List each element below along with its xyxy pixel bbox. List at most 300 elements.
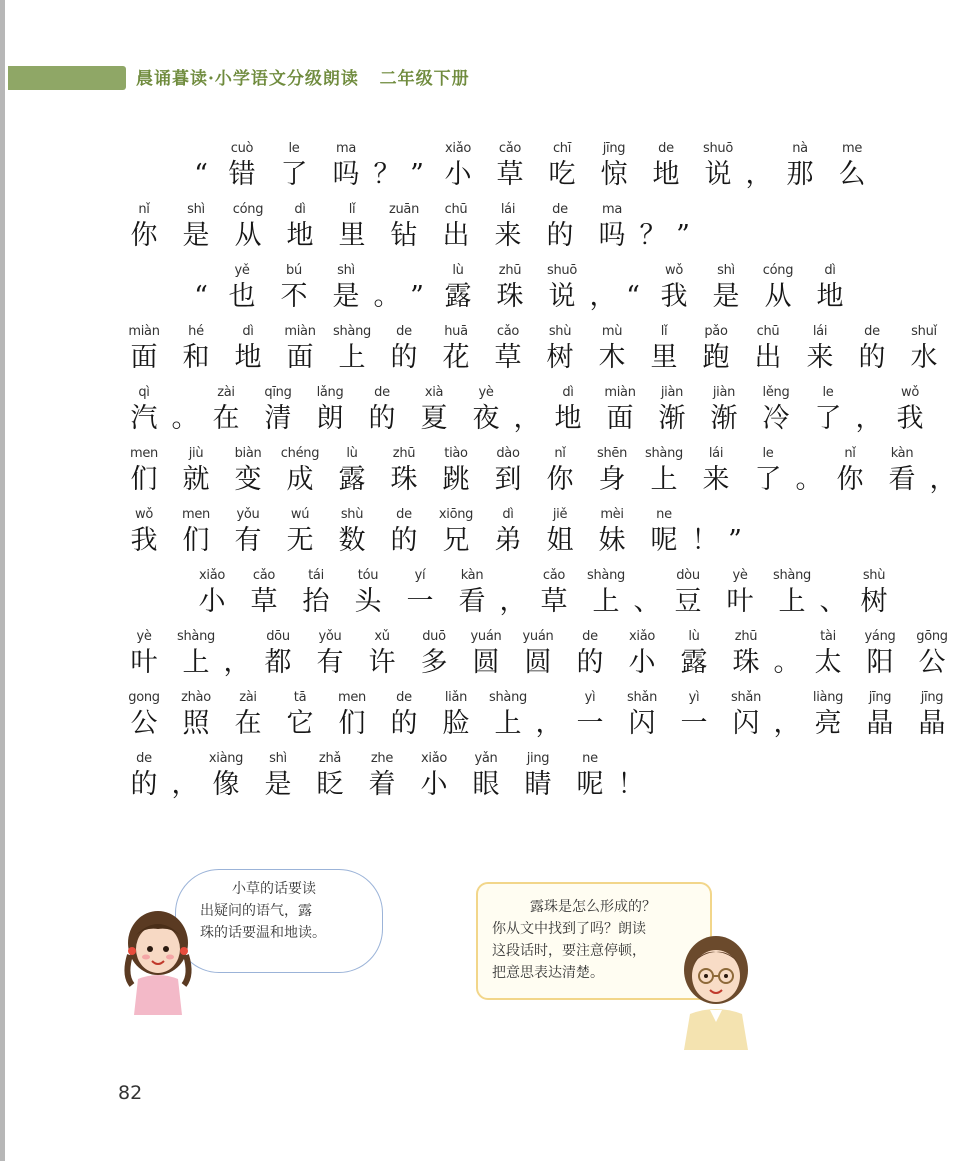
ruby-character bbox=[586, 201, 638, 254]
hanzi: 的 bbox=[858, 342, 886, 373]
pinyin: yǒu bbox=[318, 629, 342, 644]
ruby-character bbox=[542, 384, 594, 437]
hanzi: 小 bbox=[420, 769, 448, 800]
ruby-character bbox=[482, 506, 534, 559]
hanzi: 。 bbox=[773, 647, 801, 678]
ruby-character bbox=[326, 323, 378, 376]
pinyin: lǐ bbox=[660, 324, 668, 339]
teacher-illustration-icon bbox=[670, 930, 760, 1050]
pinyin: ne bbox=[582, 751, 598, 766]
ruby-character bbox=[742, 445, 794, 498]
hanzi: 着 bbox=[368, 769, 396, 800]
hanzi: ” bbox=[410, 159, 424, 190]
ruby-character bbox=[802, 689, 854, 742]
hanzi: 冷 bbox=[762, 403, 790, 434]
ruby-character bbox=[802, 384, 854, 437]
ruby-character bbox=[646, 384, 698, 437]
hanzi: 们 bbox=[338, 708, 366, 739]
ruby-character bbox=[378, 689, 430, 742]
ruby-character bbox=[326, 689, 378, 742]
pinyin: shuō bbox=[546, 263, 577, 278]
pinyin: shàng bbox=[489, 690, 527, 705]
pinyin: jīng bbox=[868, 690, 892, 705]
pinyin: kàn bbox=[890, 446, 914, 461]
hanzi: 们 bbox=[182, 525, 210, 556]
ruby-character bbox=[118, 201, 170, 254]
hanzi: ” bbox=[728, 525, 742, 556]
pinyin: zhū bbox=[392, 446, 416, 461]
ruby-character bbox=[378, 445, 430, 498]
ruby-character bbox=[326, 201, 378, 254]
pinyin: cóng bbox=[762, 263, 794, 278]
ruby-character bbox=[408, 750, 460, 803]
punctuation bbox=[170, 384, 200, 437]
pinyin: liǎn bbox=[444, 690, 468, 705]
hanzi: 夜 bbox=[472, 403, 500, 434]
hanzi: 。 bbox=[373, 281, 401, 312]
pinyin: jiù bbox=[188, 446, 204, 461]
hanzi: 渐 bbox=[710, 403, 738, 434]
pinyin: miàn bbox=[284, 324, 316, 339]
pinyin: shù bbox=[862, 568, 886, 583]
hanzi: 上 bbox=[650, 464, 678, 495]
pinyin: shàng bbox=[333, 324, 371, 339]
punctuation bbox=[498, 567, 528, 620]
pinyin: le bbox=[822, 385, 834, 400]
hanzi: 闪 bbox=[628, 708, 656, 739]
hanzi: 、 bbox=[819, 586, 847, 617]
pinyin: zhe bbox=[370, 751, 394, 766]
pinyin: nǐ bbox=[554, 446, 566, 461]
ruby-character bbox=[848, 567, 900, 620]
hanzi: 的 bbox=[390, 708, 418, 739]
ruby-character bbox=[326, 506, 378, 559]
hanzi: 许 bbox=[368, 647, 396, 678]
text-line bbox=[118, 323, 938, 384]
pinyin: wǒ bbox=[665, 263, 683, 278]
ruby-character bbox=[854, 689, 906, 742]
ruby-character bbox=[512, 628, 564, 681]
hanzi: 变 bbox=[234, 464, 262, 495]
hanzi: ？ bbox=[639, 220, 667, 251]
hanzi: ， bbox=[223, 647, 251, 678]
punctuation bbox=[222, 628, 252, 681]
bubble-line: 小草的话要读 bbox=[232, 881, 316, 897]
hanzi: 抬 bbox=[302, 586, 330, 617]
ruby-character bbox=[774, 140, 826, 193]
hanzi: 从 bbox=[764, 281, 792, 312]
pinyin: jiàn bbox=[712, 385, 736, 400]
pinyin: yè bbox=[136, 629, 152, 644]
hanzi: 像 bbox=[212, 769, 240, 800]
punctuation bbox=[512, 384, 542, 437]
ruby-character bbox=[720, 628, 772, 681]
pinyin: cǎo bbox=[498, 141, 522, 156]
pinyin: biàn bbox=[234, 446, 262, 461]
pinyin: huā bbox=[444, 324, 468, 339]
ruby-character bbox=[200, 384, 252, 437]
punctuation bbox=[720, 506, 750, 559]
ruby-character bbox=[378, 323, 430, 376]
ruby-character bbox=[460, 750, 512, 803]
pinyin: nǐ bbox=[138, 202, 150, 217]
hanzi: 姐 bbox=[546, 525, 574, 556]
hanzi: 照 bbox=[182, 708, 210, 739]
hanzi: 一 bbox=[406, 586, 434, 617]
pinyin: tiào bbox=[444, 446, 468, 461]
ruby-character bbox=[824, 445, 876, 498]
hanzi: “ bbox=[194, 159, 208, 190]
punctuation bbox=[818, 567, 848, 620]
hanzi: 面 bbox=[606, 403, 634, 434]
pinyin: cǎo bbox=[496, 324, 520, 339]
pinyin: yě bbox=[234, 263, 250, 278]
ruby-character bbox=[616, 628, 668, 681]
ruby-character bbox=[304, 750, 356, 803]
hanzi: 树 bbox=[860, 586, 888, 617]
ruby-character bbox=[884, 384, 936, 437]
ruby-character bbox=[846, 323, 898, 376]
hanzi: 地 bbox=[816, 281, 844, 312]
text-line bbox=[118, 262, 844, 323]
ruby-character bbox=[690, 323, 742, 376]
hanzi: 的 bbox=[546, 220, 574, 251]
ruby-character bbox=[274, 445, 326, 498]
header-title: 晨诵暮读·小学语文分级朗读 二年级下册 bbox=[136, 69, 470, 89]
punctuation bbox=[632, 567, 662, 620]
hanzi: 木 bbox=[598, 342, 626, 373]
punctuation bbox=[744, 140, 774, 193]
hanzi: 我 bbox=[896, 403, 924, 434]
hanzi: 在 bbox=[212, 403, 240, 434]
punctuation bbox=[618, 262, 648, 315]
pinyin: yì bbox=[688, 690, 700, 705]
hanzi: 公 bbox=[130, 708, 158, 739]
punctuation bbox=[372, 262, 402, 315]
ruby-character bbox=[290, 567, 342, 620]
punctuation bbox=[588, 262, 618, 315]
pinyin: yǎn bbox=[474, 751, 498, 766]
pinyin: ne bbox=[656, 507, 672, 522]
hanzi: 太 bbox=[814, 647, 842, 678]
pinyin: jīng bbox=[920, 690, 944, 705]
punctuation bbox=[372, 140, 402, 193]
pinyin: zuān bbox=[388, 202, 420, 217]
ruby-character bbox=[430, 689, 482, 742]
pinyin: dào bbox=[496, 446, 520, 461]
punctuation bbox=[186, 262, 216, 315]
pinyin: shù bbox=[548, 324, 572, 339]
hanzi: 呢 bbox=[576, 769, 604, 800]
hanzi: 的 bbox=[130, 769, 158, 800]
text-line bbox=[118, 140, 866, 201]
pinyin: zhào bbox=[181, 690, 211, 705]
pinyin: yuán bbox=[522, 629, 554, 644]
ruby-character bbox=[394, 567, 446, 620]
punctuation bbox=[928, 445, 958, 498]
pinyin: tài bbox=[820, 629, 836, 644]
ruby-character bbox=[484, 140, 536, 193]
ruby-character bbox=[536, 140, 588, 193]
punctuation bbox=[186, 140, 216, 193]
text-line bbox=[118, 506, 768, 567]
pinyin: pǎo bbox=[704, 324, 728, 339]
hanzi: ， bbox=[171, 769, 199, 800]
hanzi: 到 bbox=[494, 464, 522, 495]
ruby-character bbox=[564, 628, 616, 681]
ruby-character bbox=[356, 384, 408, 437]
page-number: 82 bbox=[118, 1082, 143, 1104]
pinyin: xiǎo bbox=[420, 751, 448, 766]
hanzi: 树 bbox=[546, 342, 574, 373]
pinyin: jiàn bbox=[660, 385, 684, 400]
punctuation bbox=[170, 750, 200, 803]
text-line bbox=[118, 689, 946, 750]
punctuation bbox=[772, 689, 802, 742]
hanzi: 你 bbox=[546, 464, 574, 495]
pinyin: lù bbox=[688, 629, 700, 644]
ruby-character bbox=[534, 323, 586, 376]
ruby-character bbox=[698, 384, 750, 437]
pinyin: lǐ bbox=[348, 202, 356, 217]
pinyin: dòu bbox=[676, 568, 700, 583]
pinyin: de bbox=[396, 507, 412, 522]
pinyin: dì bbox=[242, 324, 254, 339]
pinyin: nà bbox=[792, 141, 808, 156]
hanzi: ， bbox=[773, 708, 801, 739]
pinyin: ma bbox=[601, 202, 623, 217]
pinyin: shù bbox=[340, 507, 364, 522]
ruby-character bbox=[826, 140, 878, 193]
pinyin: de bbox=[864, 324, 880, 339]
ruby-character bbox=[536, 262, 588, 315]
bubble-line: 你从文中找到了吗？朗读 bbox=[492, 921, 646, 937]
pinyin: tóu bbox=[357, 568, 379, 583]
ruby-character bbox=[484, 262, 536, 315]
ruby-character bbox=[170, 689, 222, 742]
hanzi: 是 bbox=[332, 281, 360, 312]
hanzi: 圆 bbox=[524, 647, 552, 678]
ruby-character bbox=[750, 384, 802, 437]
pinyin: zhǎ bbox=[318, 751, 342, 766]
ruby-character bbox=[170, 445, 222, 498]
hanzi: 。 bbox=[171, 403, 199, 434]
pinyin: le bbox=[288, 141, 300, 156]
hanzi: 小 bbox=[444, 159, 472, 190]
hanzi: 露 bbox=[680, 647, 708, 678]
ruby-character bbox=[802, 628, 854, 681]
ruby-character bbox=[252, 628, 304, 681]
pinyin: yǒu bbox=[236, 507, 260, 522]
hanzi: 的 bbox=[390, 525, 418, 556]
pinyin: shǎn bbox=[730, 690, 762, 705]
pinyin: chéng bbox=[280, 446, 320, 461]
pinyin: lái bbox=[812, 324, 828, 339]
ruby-character bbox=[320, 140, 372, 193]
pinyin: shì bbox=[187, 202, 205, 217]
ruby-character bbox=[906, 628, 958, 681]
pinyin: dōu bbox=[266, 629, 290, 644]
pinyin: shēn bbox=[596, 446, 628, 461]
pinyin: men bbox=[181, 507, 210, 522]
hanzi: 错 bbox=[228, 159, 256, 190]
hanzi: 水 bbox=[910, 342, 938, 373]
hanzi: 里 bbox=[338, 220, 366, 251]
ruby-character bbox=[898, 323, 950, 376]
ruby-character bbox=[446, 567, 498, 620]
ruby-character bbox=[638, 445, 690, 498]
pinyin: de bbox=[396, 324, 412, 339]
pinyin: men bbox=[129, 446, 158, 461]
ruby-character bbox=[222, 506, 274, 559]
pinyin: chī bbox=[552, 141, 572, 156]
pinyin: de bbox=[552, 202, 568, 217]
hanzi: 也 bbox=[228, 281, 256, 312]
pinyin: jīng bbox=[602, 141, 626, 156]
ruby-character bbox=[906, 689, 958, 742]
hanzi: 吗 bbox=[598, 220, 626, 251]
text-line bbox=[118, 384, 924, 445]
reading-passage bbox=[118, 140, 957, 811]
pinyin: yáng bbox=[864, 629, 896, 644]
hanzi: 脸 bbox=[442, 708, 470, 739]
ruby-character bbox=[170, 506, 222, 559]
hanzi: 圆 bbox=[472, 647, 500, 678]
hanzi: ， bbox=[499, 586, 527, 617]
ruby-character bbox=[876, 445, 928, 498]
hanzi: 睛 bbox=[524, 769, 552, 800]
pinyin: hé bbox=[188, 324, 204, 339]
hanzi: 珠 bbox=[732, 647, 760, 678]
pinyin: shì bbox=[337, 263, 355, 278]
bubble-line: 这段话时，要注意停顿， bbox=[492, 943, 646, 959]
hanzi: 草 bbox=[496, 159, 524, 190]
text-line bbox=[118, 750, 768, 811]
ruby-character bbox=[408, 628, 460, 681]
hanzi: 珠 bbox=[390, 464, 418, 495]
punctuation bbox=[794, 445, 824, 498]
hanzi: 是 bbox=[182, 220, 210, 251]
hanzi: 豆 bbox=[674, 586, 702, 617]
ruby-character bbox=[432, 140, 484, 193]
hanzi: 地 bbox=[234, 342, 262, 373]
hanzi: 上 bbox=[592, 586, 620, 617]
ruby-character bbox=[564, 750, 616, 803]
pinyin: cóng bbox=[232, 202, 264, 217]
punctuation bbox=[402, 140, 432, 193]
pinyin: cuò bbox=[230, 141, 254, 156]
punctuation bbox=[690, 506, 720, 559]
hanzi: 出 bbox=[442, 220, 470, 251]
hanzi: 有 bbox=[316, 647, 344, 678]
hanzi: 惊 bbox=[600, 159, 628, 190]
hanzi: 兄 bbox=[442, 525, 470, 556]
ruby-character bbox=[186, 567, 238, 620]
hanzi: 跳 bbox=[442, 464, 470, 495]
ruby-character bbox=[222, 689, 274, 742]
ruby-character bbox=[274, 506, 326, 559]
hanzi: 不 bbox=[280, 281, 308, 312]
ruby-character bbox=[118, 506, 170, 559]
ruby-character bbox=[638, 506, 690, 559]
ruby-character bbox=[430, 201, 482, 254]
pinyin: xiōng bbox=[438, 507, 474, 522]
ruby-character bbox=[222, 445, 274, 498]
ruby-character bbox=[528, 567, 580, 620]
hanzi: 出 bbox=[754, 342, 782, 373]
ruby-character bbox=[118, 750, 170, 803]
ruby-character bbox=[118, 323, 170, 376]
hanzi: 闪 bbox=[732, 708, 760, 739]
ruby-character bbox=[356, 628, 408, 681]
punctuation bbox=[616, 750, 646, 803]
hanzi: 叶 bbox=[726, 586, 754, 617]
ruby-character bbox=[118, 445, 170, 498]
pinyin: de bbox=[374, 385, 390, 400]
ruby-character bbox=[268, 262, 320, 315]
ruby-character bbox=[326, 445, 378, 498]
pinyin: cǎo bbox=[542, 568, 566, 583]
hanzi: 那 bbox=[786, 159, 814, 190]
hanzi: ， bbox=[855, 403, 883, 434]
punctuation bbox=[668, 201, 698, 254]
pinyin: lǎng bbox=[316, 385, 344, 400]
hanzi: 是 bbox=[264, 769, 292, 800]
ruby-character bbox=[430, 506, 482, 559]
hanzi: 晶 bbox=[918, 708, 946, 739]
hanzi: 一 bbox=[680, 708, 708, 739]
hanzi: 都 bbox=[264, 647, 292, 678]
pinyin: wú bbox=[290, 507, 310, 522]
pinyin: shàng bbox=[177, 629, 215, 644]
hanzi: 叶 bbox=[130, 647, 158, 678]
ruby-character bbox=[690, 445, 742, 498]
ruby-character bbox=[118, 628, 170, 681]
hanzi: 的 bbox=[576, 647, 604, 678]
pinyin: jiě bbox=[552, 507, 568, 522]
pinyin: miàn bbox=[128, 324, 160, 339]
ruby-character bbox=[222, 201, 274, 254]
hanzi: 露 bbox=[444, 281, 472, 312]
punctuation bbox=[402, 262, 432, 315]
hanzi: ” bbox=[410, 281, 424, 312]
punctuation bbox=[772, 628, 802, 681]
hanzi: 从 bbox=[234, 220, 262, 251]
hanzi: ！ bbox=[617, 769, 645, 800]
bubble-line: 珠的话要温和地读。 bbox=[200, 925, 326, 941]
hanzi: 。 bbox=[795, 464, 823, 495]
ruby-character bbox=[170, 201, 222, 254]
left-speech-bubble bbox=[175, 869, 383, 973]
ruby-character bbox=[378, 506, 430, 559]
ruby-character bbox=[794, 323, 846, 376]
pinyin: duō bbox=[422, 629, 446, 644]
ruby-character bbox=[274, 201, 326, 254]
hanzi: 亮 bbox=[814, 708, 842, 739]
hanzi: 面 bbox=[286, 342, 314, 373]
bubble-line: 出疑问的语气，露 bbox=[200, 903, 312, 919]
hanzi: 小 bbox=[198, 586, 226, 617]
hanzi: 看 bbox=[888, 464, 916, 495]
ruby-character bbox=[252, 750, 304, 803]
ruby-character bbox=[320, 262, 372, 315]
hanzi: 在 bbox=[234, 708, 262, 739]
hanzi: 成 bbox=[286, 464, 314, 495]
girl-illustration-icon bbox=[118, 905, 198, 1015]
pinyin: dì bbox=[502, 507, 514, 522]
hanzi: 和 bbox=[182, 342, 210, 373]
pinyin: xǔ bbox=[374, 629, 390, 644]
